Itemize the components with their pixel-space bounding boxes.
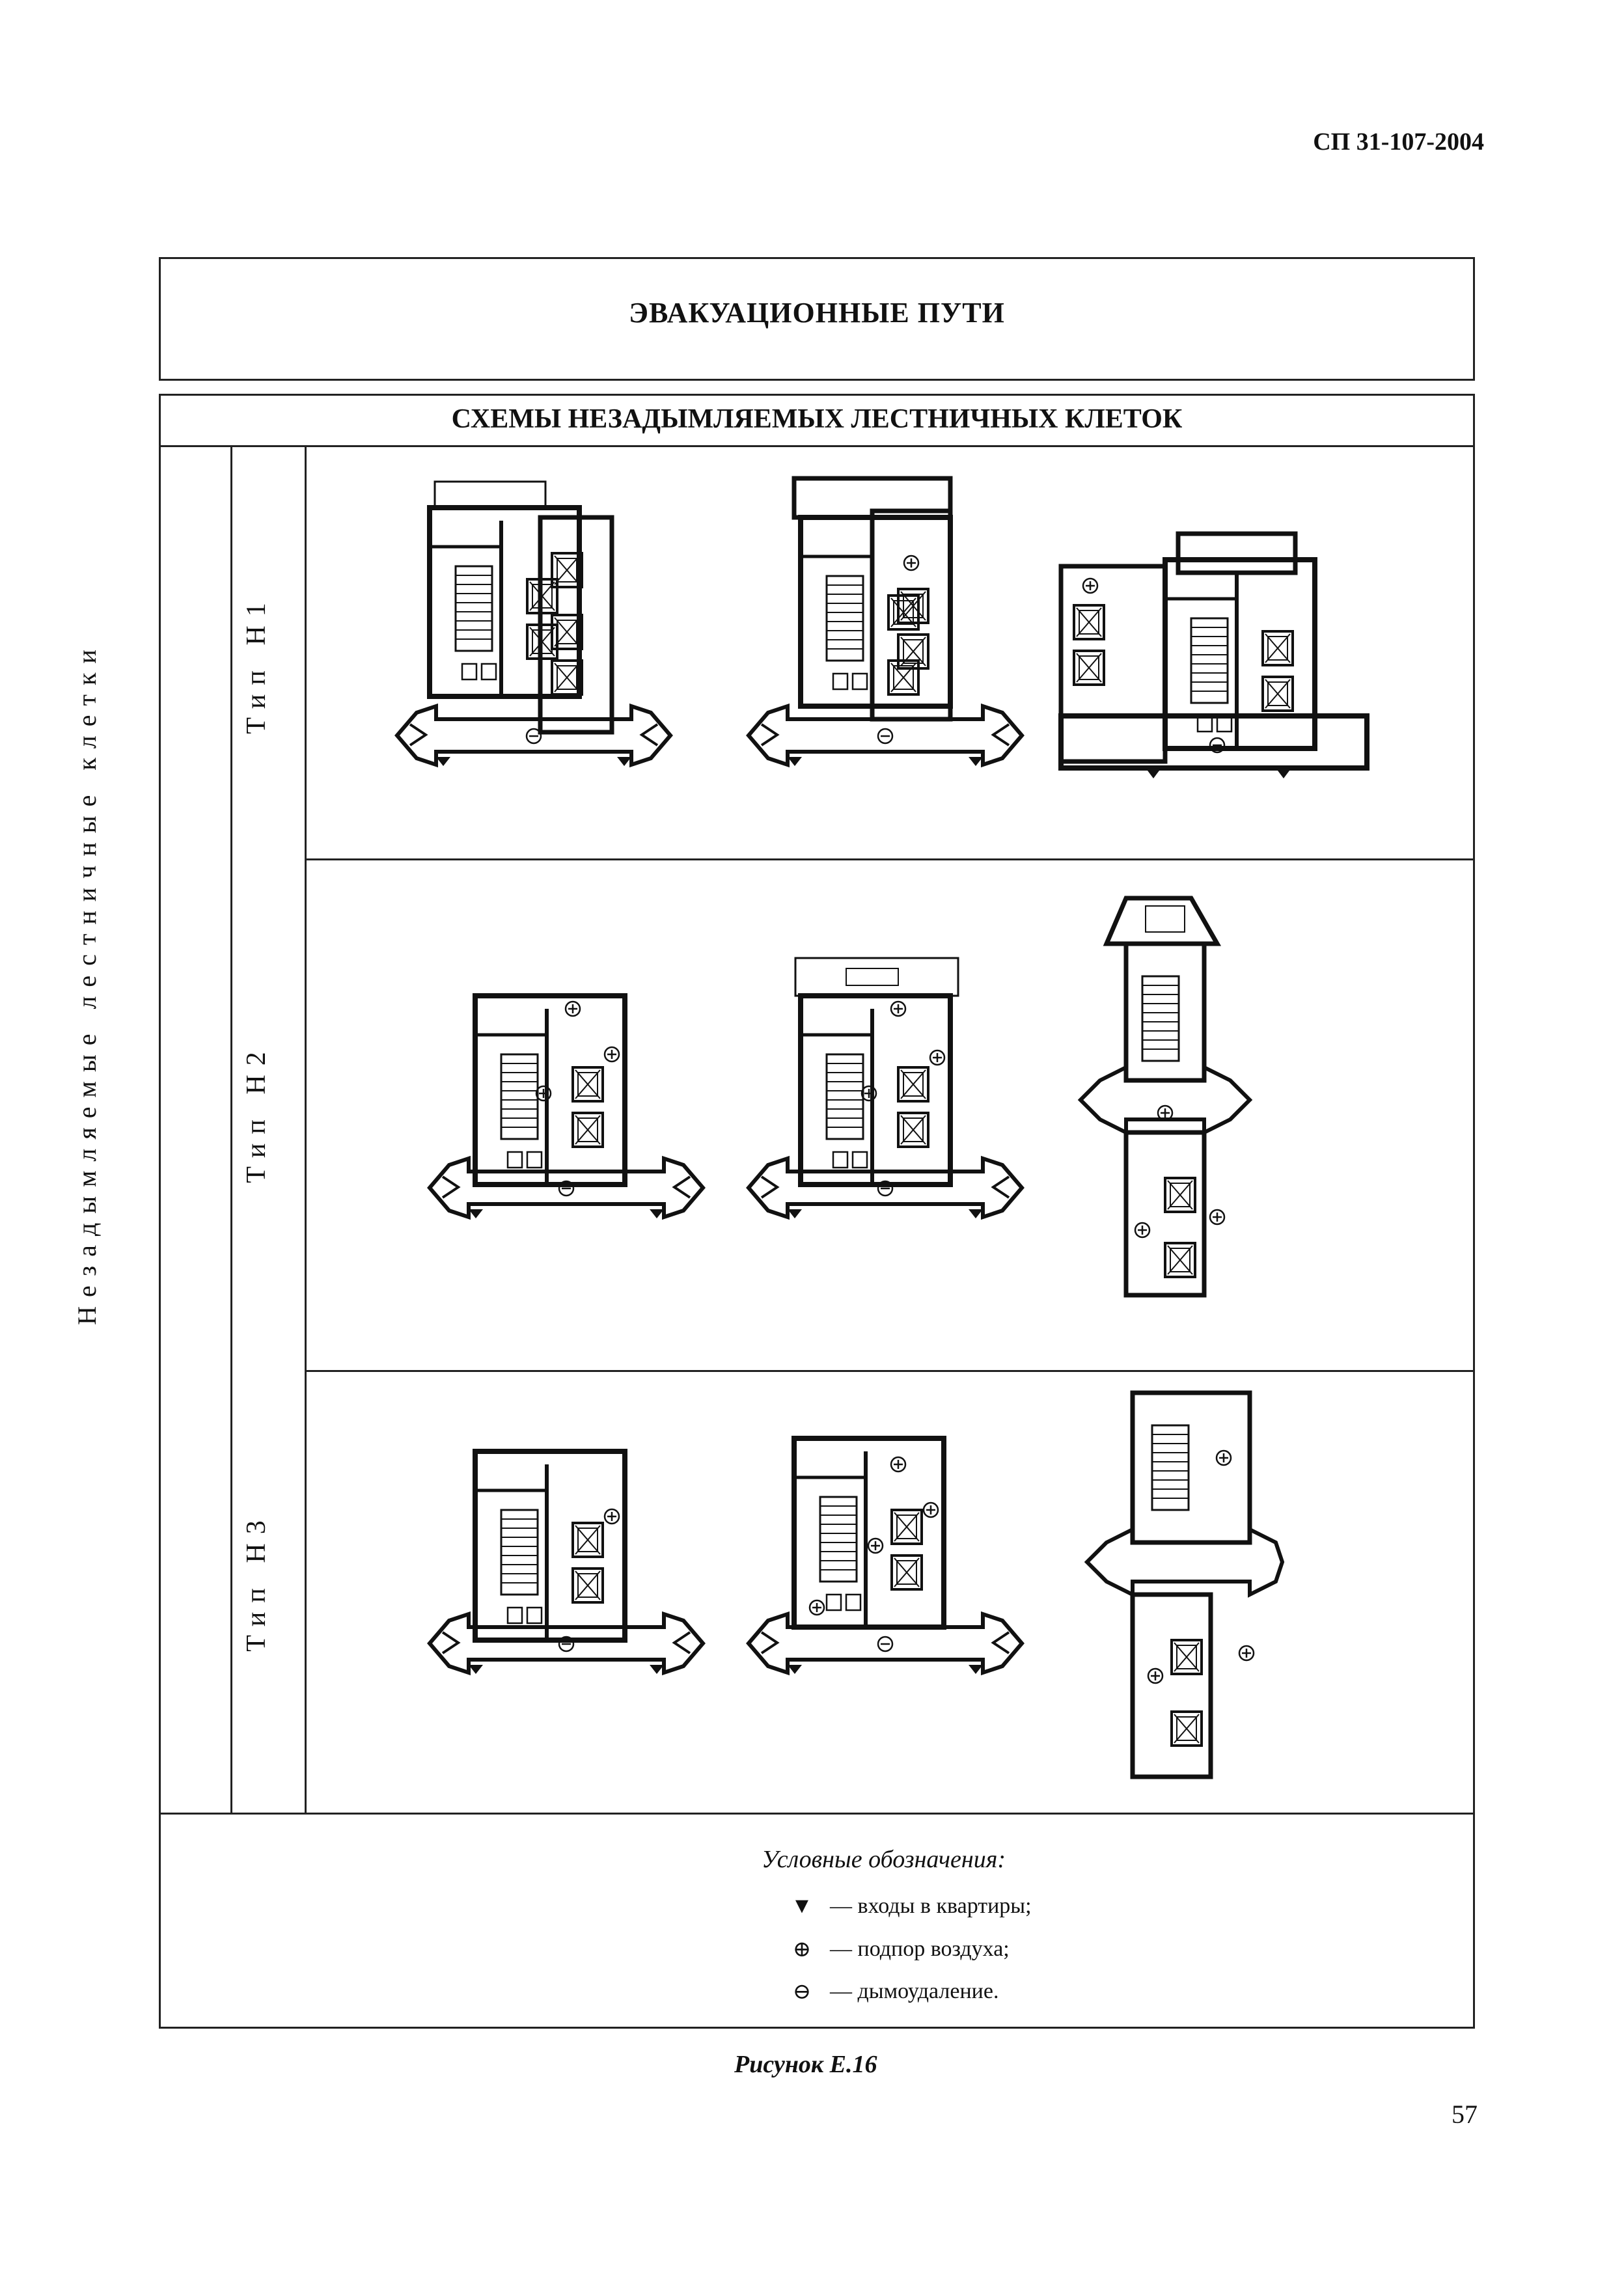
row-divider-1: [305, 858, 1473, 860]
legend-title: Условные обозначения:: [762, 1846, 1006, 1873]
row-label-h3: Тип Н3: [241, 1511, 271, 1652]
row-label-h2: Тип Н2: [241, 1043, 271, 1183]
document-code: СП 31-107-2004: [1313, 128, 1484, 156]
legend-text: — дымоудаление.: [830, 1979, 999, 2003]
plan-h2-3: [1067, 892, 1282, 1302]
table-title: СХЕМЫ НЕЗАДЫМЛЯЕМЫХ ЛЕСТНИЧНЫХ КЛЕТОК: [451, 404, 1183, 434]
legend-text: — входы в квартиры;: [830, 1894, 1032, 1918]
plan-h1-3: [1054, 521, 1380, 794]
entrance-triangle-icon: ▼: [791, 1894, 813, 1918]
row-label-h1: Тип Н1: [241, 594, 271, 734]
plan-h3-2: [736, 1419, 1041, 1692]
page-number: 57: [1452, 2100, 1478, 2129]
plan-h1-1: [391, 478, 716, 778]
row-label-divider: [305, 445, 307, 1813]
plan-h3-1: [417, 1432, 723, 1692]
side-label-divider: [230, 445, 232, 1813]
plan-h1-2: [736, 472, 1048, 778]
section-title: ЭВАКУАЦИОННЫЕ ПУТИ: [629, 297, 1005, 329]
plan-h2-2: [736, 950, 1041, 1237]
figure-caption: Рисунок Е.16: [734, 2051, 877, 2078]
table-header-divider: [161, 445, 1473, 447]
legend-text: — подпор воздуха;: [830, 1937, 1010, 1961]
legend-item-smoke-removal: [791, 1979, 998, 2005]
legend-divider: [161, 1813, 1473, 1815]
legend-item-air-pressure: [791, 1936, 1010, 1962]
circle-plus-icon: ⊕: [792, 1938, 812, 1962]
row-divider-2: [305, 1370, 1473, 1372]
circle-minus-icon: ⊖: [792, 1980, 812, 2004]
side-label: Незадымляемые лестничные клетки: [72, 640, 102, 1325]
legend-item-entrances: [791, 1894, 1032, 1919]
plan-h3-3: [1067, 1380, 1282, 1783]
plan-h2-1: [417, 976, 723, 1237]
